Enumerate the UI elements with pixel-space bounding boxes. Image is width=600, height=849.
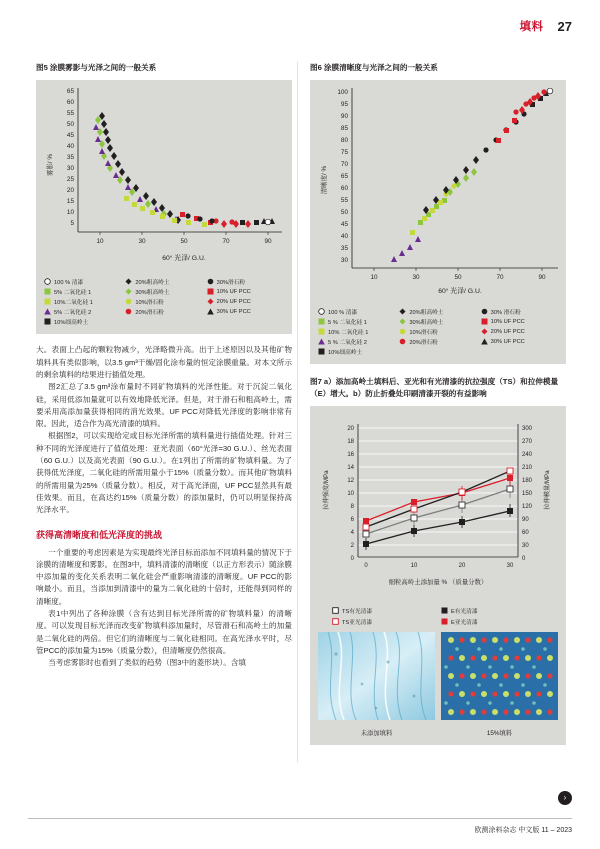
- legend-label: 30%粗高岭土: [409, 320, 444, 327]
- svg-text:8: 8: [350, 504, 354, 511]
- square-yellow-icon: [318, 328, 325, 335]
- svg-text:50: 50: [180, 238, 188, 246]
- legend-item: [481, 337, 558, 346]
- square-black-icon: [441, 607, 448, 614]
- legend-label: 10%滑石粉: [409, 330, 438, 337]
- svg-text:30: 30: [522, 543, 529, 550]
- svg-text:拉伸模量/MPa: 拉伸模量/MPa: [544, 470, 551, 510]
- photo-no-filler: [318, 632, 435, 737]
- figure-6-legend: [310, 300, 566, 364]
- svg-text:30: 30: [506, 563, 514, 570]
- svg-text:90: 90: [522, 517, 529, 524]
- svg-text:270: 270: [522, 439, 533, 446]
- figure-6-chart: [310, 80, 566, 300]
- svg-text:2: 2: [350, 543, 354, 550]
- svg-text:30: 30: [340, 257, 348, 265]
- legend-item: [207, 277, 284, 286]
- square-yellow-icon: [44, 298, 51, 305]
- legend-label: 30% UF PCC: [216, 308, 251, 315]
- paragraph: 一个重要的考虑因素是为实现最终光泽目标而添加不同填料量的情况下于涂膜的清晰度和雾影。在图3中，填料清漆的清晰度（以正方形表示）随涂膜中添加量的变化关系表明二氧化硅会严重影响清漆的清晰度。UF PCC的影响最小。而且，当添加到清漆中的量为二氧化硅的十倍时，还能得到同样的清晰度。: [36, 547, 292, 606]
- svg-text:80: 80: [340, 137, 348, 145]
- footer-divider: [28, 818, 572, 819]
- legend-item: [399, 317, 476, 326]
- next-page-arrow-icon[interactable]: ›: [558, 791, 572, 805]
- svg-text:60: 60: [522, 530, 529, 537]
- svg-text:30: 30: [66, 165, 74, 173]
- figure-7-title: 图7 a）添加高岭土填料后、亚光和有光清漆的抗拉强度（TS）和拉伸模量（E）增大。b）防止折叠处印刷清漆开裂的有益影响: [310, 377, 559, 398]
- svg-text:180: 180: [522, 478, 533, 485]
- svg-text:细粒高岭土添加量 % （质量分数）: 细粒高岭土添加量 % （质量分数）: [388, 579, 488, 587]
- svg-text:85: 85: [340, 125, 348, 133]
- left-body-text: [36, 344, 292, 516]
- paragraph: 当考虑雾影时也看到了类似的趋势（图3中的菱形块）。含填: [48, 658, 247, 668]
- photo-caption: 未添加填料: [360, 730, 393, 738]
- legend-label: 100 % 清漆: [54, 280, 84, 287]
- subsection-heading: 获得高清晰度和低光泽度的挑战: [36, 529, 163, 540]
- legend-item: [44, 307, 121, 316]
- diamond-black-icon: [125, 278, 132, 285]
- svg-text:30: 30: [138, 238, 146, 246]
- legend-item: [399, 307, 476, 316]
- diamond-black-icon: [399, 308, 406, 315]
- circle-red-icon: [399, 338, 406, 345]
- legend-item: [44, 277, 121, 286]
- svg-text:清晰度/ %: 清晰度/ %: [321, 166, 328, 195]
- svg-text:90: 90: [264, 238, 272, 246]
- legend-label: TS亚光清漆: [342, 620, 373, 627]
- svg-text:50: 50: [340, 209, 348, 217]
- paragraph: 根据图2，可以实现给定或目标光泽所需的填料量进行插值处理。针对三种不同的光泽度进行了值值处理：亚光表面（60°光泽=30 G.U.）、丝光表面（60 G.U.）以及高光表面（90 G.U.）。在1列出了所需的矿物填料量。为了获得低光泽度，二氧化硅的所需用量小于15%（质量分数）。而其他矿物填料的所需用量为25%（质量分数）。相反，对于高光泽面，UF PCC显然具有最佳效果。而且，在高达约15%（质量分数）的添加量时，仍可以明显保持高光泽水平。: [36, 431, 292, 515]
- square-black-icon: [318, 348, 325, 355]
- svg-text:55: 55: [66, 110, 74, 118]
- svg-text:65: 65: [66, 88, 74, 96]
- legend-label: 20%粗高岭土: [409, 310, 444, 317]
- svg-text:45: 45: [340, 221, 348, 229]
- svg-text:40: 40: [66, 143, 74, 151]
- svg-text:120: 120: [522, 504, 533, 511]
- svg-text:35: 35: [66, 154, 74, 162]
- square-red-icon: [441, 618, 448, 625]
- svg-text:拉伸强度/MPa: 拉伸强度/MPa: [323, 470, 330, 510]
- circle-yellow-icon: [399, 328, 406, 335]
- svg-text:25: 25: [66, 176, 74, 184]
- svg-text:60° 光泽/ G.U.: 60° 光泽/ G.U.: [162, 255, 206, 263]
- svg-text:65: 65: [340, 173, 348, 181]
- legend-label: 30%滑石粉: [216, 280, 246, 287]
- legend-item: [125, 297, 202, 306]
- left-body-text-2: [36, 547, 292, 670]
- svg-text:10: 10: [410, 563, 418, 570]
- legend-label: 20%滑石粉: [409, 340, 438, 347]
- svg-text:0: 0: [350, 556, 354, 563]
- legend-label: 20% UF PCC: [216, 298, 251, 305]
- svg-text:90: 90: [340, 113, 348, 121]
- paragraph: 大。表面上凸起的颗粒物减少，光泽略微升高。出于上述原因以及其他矿物填料具有类似影响，以3.5 gm³干燥/固化涂布量的恒定涂膜重量。对本文所示的剩余填料的结果进行插值处理。: [36, 345, 292, 379]
- legend-item: [318, 337, 395, 346]
- legend-label: 20%滑石粉: [135, 310, 164, 317]
- legend-label: E有光清漆: [451, 609, 478, 616]
- svg-text:6: 6: [350, 517, 354, 524]
- legend-item: [125, 307, 202, 316]
- legend-item: [318, 307, 395, 316]
- legend-label: 10%细高岭土: [54, 320, 89, 327]
- legend-item: [125, 277, 202, 286]
- photo-caption: 15%填料: [486, 730, 513, 738]
- legend-item: [332, 606, 435, 615]
- svg-text:10: 10: [66, 209, 74, 217]
- circle-open-icon: [44, 278, 51, 285]
- figure-5-legend: [36, 270, 292, 334]
- svg-text:75: 75: [340, 149, 348, 157]
- svg-text:35: 35: [340, 245, 348, 253]
- svg-text:10: 10: [370, 274, 378, 282]
- legend-label: 20% UF PCC: [490, 328, 525, 335]
- legend-item: [44, 317, 121, 326]
- svg-text:0: 0: [522, 556, 526, 563]
- right-column: [310, 62, 566, 745]
- legend-item: [481, 307, 558, 316]
- legend-label: 5 % 二氧化硅 2: [328, 340, 367, 347]
- svg-text:50: 50: [454, 274, 462, 282]
- diamond-red-icon: [481, 328, 488, 335]
- figure-5-chart: [36, 80, 292, 270]
- svg-text:10: 10: [347, 491, 354, 498]
- legend-label: 10%二氧化硅 1: [54, 300, 93, 307]
- svg-text:150: 150: [522, 491, 533, 498]
- legend-item: [441, 606, 544, 615]
- legend-label: 10%细高岭土: [328, 350, 363, 357]
- figure-7a-svg: [318, 414, 558, 599]
- svg-text:15: 15: [66, 198, 74, 206]
- square-open-icon: [332, 607, 339, 614]
- triangle-black-icon: [481, 338, 488, 345]
- svg-text:30: 30: [412, 274, 420, 282]
- triangle-black-icon: [207, 308, 214, 315]
- legend-item: [318, 327, 395, 336]
- page-number: 27: [557, 18, 572, 34]
- diamond-red-icon: [207, 298, 214, 305]
- svg-text:12: 12: [347, 478, 354, 485]
- circle-yellow-icon: [125, 298, 132, 305]
- legend-item: [207, 307, 284, 316]
- square-red-icon: [207, 288, 214, 295]
- photo-no-filler-image: [318, 632, 435, 720]
- square-red-icon: [481, 318, 488, 325]
- square-red-open-icon: [332, 618, 339, 625]
- legend-item: [207, 297, 284, 306]
- legend-label: 100 % 清漆: [328, 310, 358, 317]
- paragraph: 表1中列出了各种涂膜（含有达到目标光泽所需的矿物填料量）的清晰度。可以发现目标光泽而改变矿物填料添加量时，尽管滑石和高岭土的加量是二氧化硅的两倍。但它们的清晰度与二氧化硅相同。在高光泽水平时，尽管PCC的添加量为15%（质量分数），但清晰度仍然很高。: [36, 609, 292, 655]
- legend-label: 10% 二氧化硅 1: [328, 330, 369, 337]
- photo-15-filler-image: [441, 632, 558, 720]
- footer-text: 欧测涂料杂志 中文版 11 – 2023: [474, 827, 572, 834]
- figure-5-title: 图5 涂膜雾影与光泽之间的一般关系: [36, 63, 157, 72]
- svg-text:16: 16: [347, 452, 354, 459]
- legend-item: [441, 617, 544, 626]
- column-divider: [297, 62, 298, 762]
- svg-text:60° 光泽/ G.U.: 60° 光泽/ G.U.: [438, 288, 482, 296]
- legend-label: 5% 二氧化硅 1: [54, 290, 92, 297]
- circle-red-icon: [125, 308, 132, 315]
- triangle-purple-icon: [44, 308, 51, 315]
- square-green-icon: [44, 288, 51, 295]
- paragraph: 图2汇总了3.5 gm³涂布量时不同矿物填料的光泽性能。对于沉淀二氧化硅，采用低添加量就可以有效地降低光泽。但是，对于滑石和粗高岭土，需要采用高添加量获得相同的消光效果。UF PCC对降低光泽度的影响非常有限。因此，适合作为高光清漆的填料。: [36, 382, 292, 429]
- legend-item: [399, 327, 476, 336]
- figure-6-title: 图6 涂膜清晰度与光泽之间的一般关系: [310, 63, 438, 72]
- svg-text:14: 14: [347, 465, 354, 472]
- diamond-green-icon: [125, 288, 132, 295]
- legend-label: 30% 滑石粉: [490, 310, 521, 317]
- legend-item: [318, 347, 395, 356]
- square-green-icon: [318, 318, 325, 325]
- svg-text:60: 60: [340, 185, 348, 193]
- legend-label: 30% UF PCC: [490, 338, 525, 345]
- legend-label: 10%滑石粉: [135, 300, 164, 307]
- legend-item: [207, 287, 284, 296]
- legend-label: 30%粗高岭土: [135, 290, 170, 297]
- diamond-green-icon: [399, 318, 406, 325]
- legend-item: [44, 287, 121, 296]
- legend-item: [332, 617, 435, 626]
- header-title: 填料: [519, 21, 544, 33]
- legend-label: TS有光清漆: [342, 609, 373, 616]
- square-black-icon: [44, 318, 51, 325]
- triangle-purple-icon: [318, 338, 325, 345]
- legend-item: [399, 337, 476, 346]
- svg-text:100: 100: [337, 89, 348, 97]
- circle-black-icon: [207, 278, 214, 285]
- svg-text:0: 0: [364, 563, 368, 570]
- svg-text:10: 10: [96, 238, 104, 246]
- svg-text:95: 95: [340, 101, 348, 109]
- page-footer: [0, 793, 600, 849]
- svg-text:20: 20: [458, 563, 466, 570]
- svg-text:300: 300: [522, 426, 533, 433]
- svg-text:70: 70: [340, 161, 348, 169]
- svg-text:20: 20: [347, 426, 354, 433]
- legend-item: [125, 287, 202, 296]
- svg-text:18: 18: [347, 439, 354, 446]
- svg-text:40: 40: [340, 233, 348, 241]
- legend-label: 10% UF PCC: [490, 318, 525, 325]
- svg-text:50: 50: [66, 121, 74, 129]
- page-header: [520, 18, 572, 34]
- figure-5-svg: [36, 80, 292, 270]
- legend-label: 10% UF PCC: [216, 288, 251, 295]
- legend-label: 5 % 二氧化硅 1: [328, 320, 367, 327]
- circle-open-icon: [318, 308, 325, 315]
- legend-item: [44, 297, 121, 306]
- svg-text:45: 45: [66, 132, 74, 140]
- svg-text:5: 5: [70, 220, 74, 228]
- legend-label: E亚光清漆: [451, 620, 478, 627]
- svg-text:240: 240: [522, 452, 533, 459]
- svg-text:60: 60: [66, 99, 74, 107]
- circle-black-icon: [481, 308, 488, 315]
- svg-text:210: 210: [522, 465, 533, 472]
- legend-item: [481, 317, 558, 326]
- legend-label: 5% 二氧化硅 2: [54, 310, 92, 317]
- legend-label: 20%粗高岭土: [135, 280, 170, 287]
- legend-item: [481, 327, 558, 336]
- svg-text:70: 70: [222, 238, 230, 246]
- svg-text:55: 55: [340, 197, 348, 205]
- left-column: [36, 62, 292, 670]
- figure-7-block: [310, 406, 566, 745]
- svg-text:70: 70: [496, 274, 504, 282]
- svg-text:90: 90: [538, 274, 546, 282]
- legend-item: [318, 317, 395, 326]
- svg-text:20: 20: [66, 187, 74, 195]
- svg-text:4: 4: [350, 530, 354, 537]
- figure-6-svg: [310, 80, 566, 300]
- svg-text:雾影/ %: 雾影/ %: [47, 154, 54, 177]
- photo-15-filler: [441, 632, 558, 737]
